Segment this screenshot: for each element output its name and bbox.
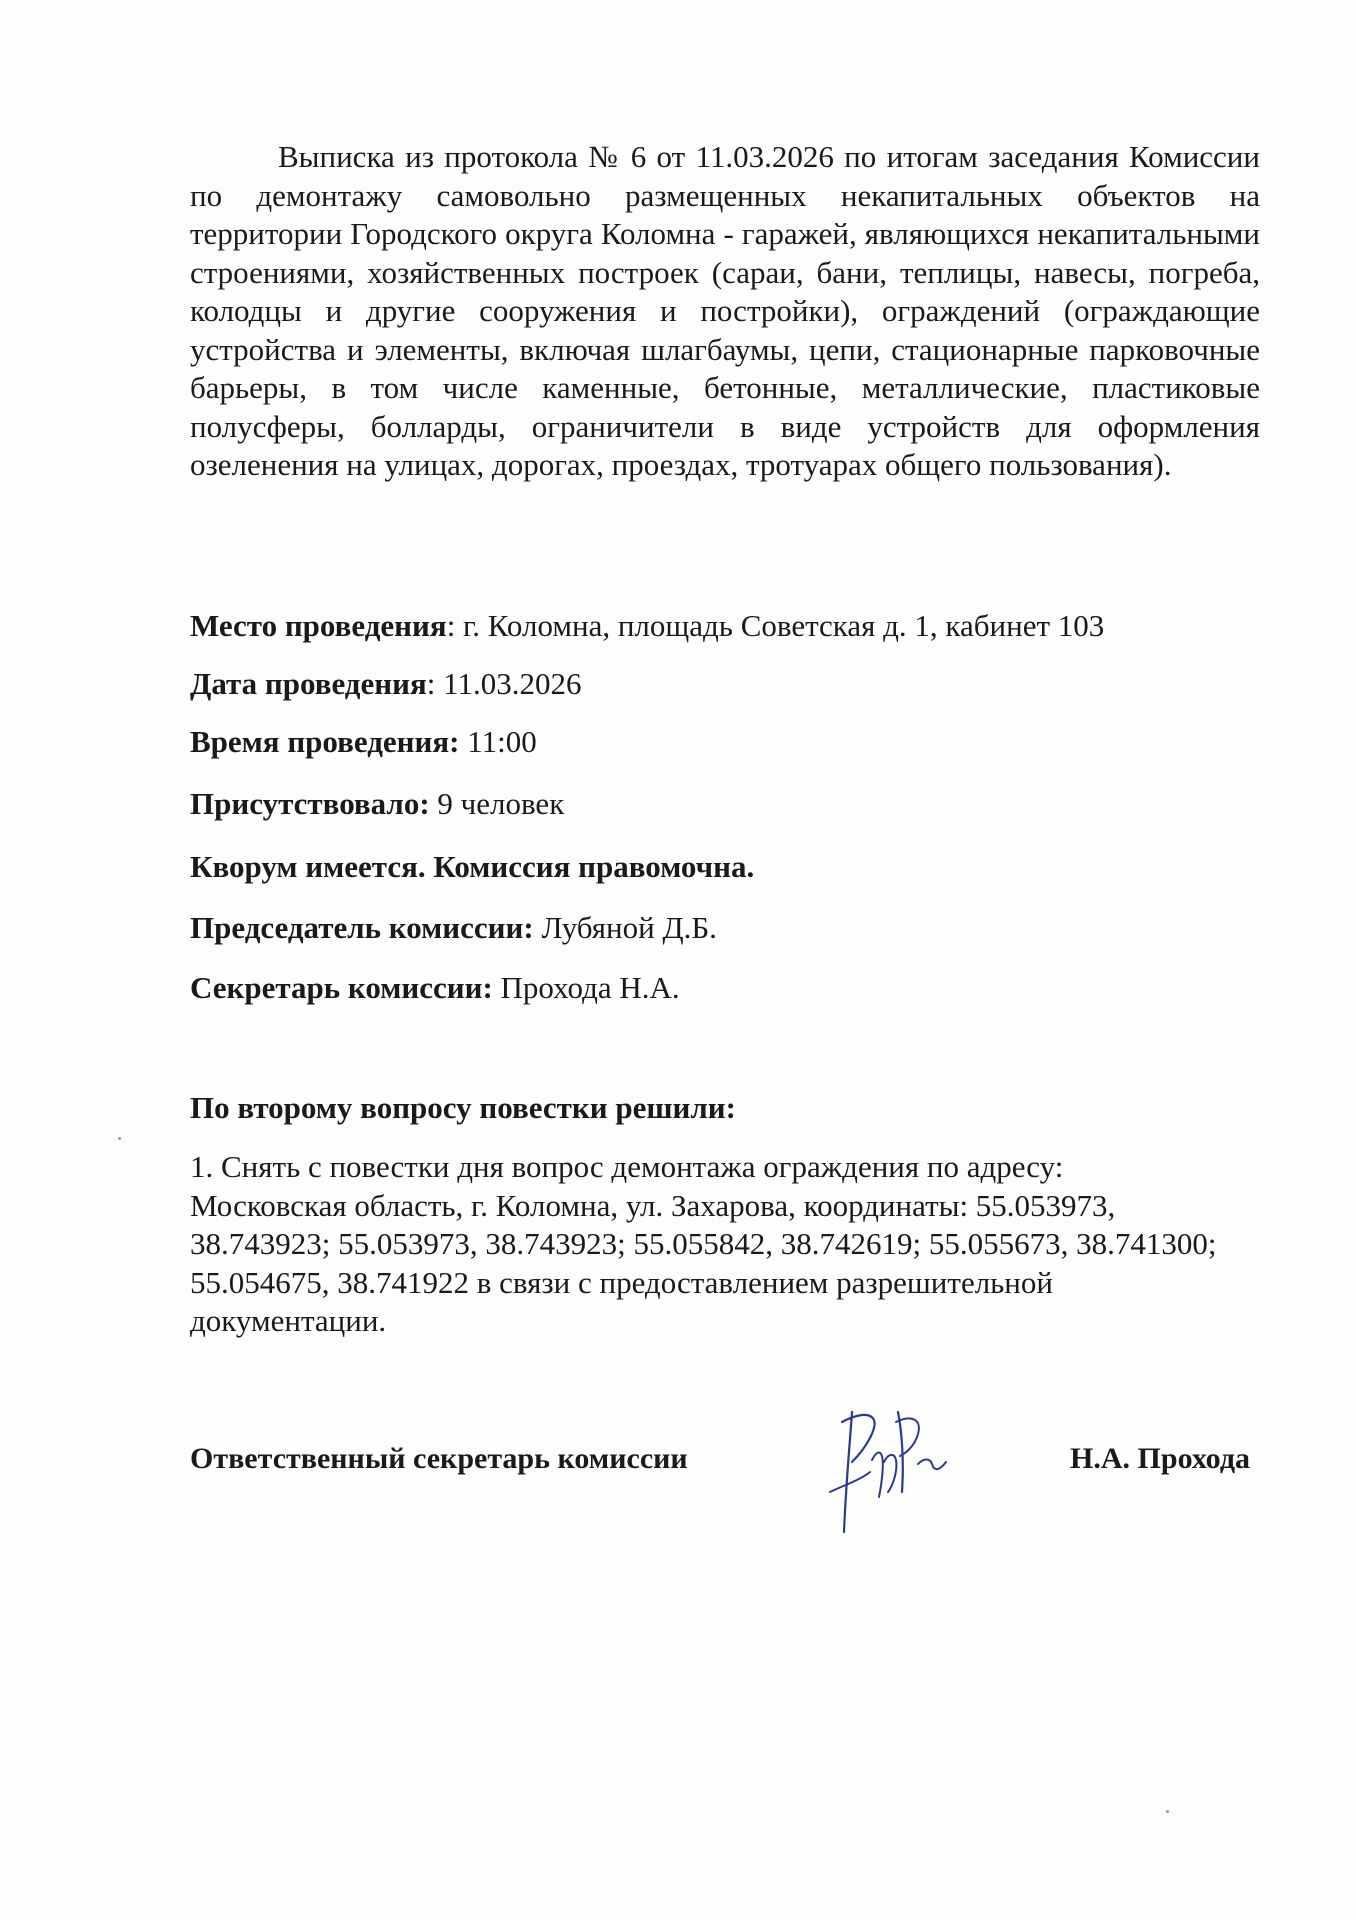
meeting-time-label: Время проведения: [190,724,460,759]
meeting-place [190,607,1104,645]
meeting-date-label: Дата проведения [190,666,427,701]
commission-secretary-value: Прохода Н.А. [492,970,680,1005]
meeting-time [190,723,537,761]
commission-chair-value: Лубяной Д.Б. [533,910,717,945]
meeting-place-value: : г. Коломна, площадь Советская д. 1, кабинет 103 [446,608,1105,643]
meeting-time-value: 11:00 [459,724,537,759]
decision-line-4: 55.054675, 38.741922 в связи с предоставлением разрешительной [190,1264,1053,1300]
meeting-date-value: : 11.03.2026 [426,666,582,701]
attendance [190,785,564,823]
handwritten-signature [822,1392,952,1542]
attendance-label: Присутствовало: [190,786,430,821]
scan-speck [1166,1810,1169,1813]
meeting-date [190,665,581,703]
attendance-value: 9 человек [429,786,565,821]
protocol-extract-intro: Выписка из протокола № 6 от 11.03.2026 по итогам заседания Комиссии по демонтажу самовольно размещенных некапитальных объектов на территории Городского округа Коломна - гаражей, являющихся некапитальными строениями, хозяйственных построек (сараи, бани, теплицы, навесы, погреба, колодцы и другие сооружения и постройки), ограждений (ограждающие устройства и элементы, включая шлагбаумы, цепи, стационарные парковочные барьеры, в том числе каменные, бетонные, металлические, пластиковые полусферы, болларды, ограничители в виде устройств для оформления озеленения на улицах, дорогах, проездах, тротуарах общего пользования). [190,139,1260,482]
decision-line-5: документации. [190,1303,387,1338]
commission-chair-label: Председатель комиссии: [190,910,534,945]
decision-line-2: Московская область, г. Коломна, ул. Захарова, координаты: 55.053973, [190,1187,1116,1223]
decision-text [190,1148,1270,1341]
meeting-place-label: Место проведения [190,608,447,643]
signature-block [190,1442,1250,1522]
scan-speck [118,1137,121,1140]
decision-heading: По второму вопросу повестки решили: [190,1090,736,1125]
decision-line-1: 1. Снять с повестки дня вопрос демонтажа ограждения по адресу: [190,1149,1064,1184]
quorum-statement: Кворум имеется. Комиссия правомочна. [190,849,755,884]
commission-secretary [190,969,680,1007]
decision-line-3: 38.743923; 55.053973, 38.743923; 55.055842, 38.742619; 55.055673, 38.741300; [190,1226,1217,1261]
signatory-role: Ответственный секретарь комиссии [190,1442,688,1475]
commission-secretary-label: Секретарь комиссии: [190,970,493,1005]
commission-chair [190,909,717,947]
signatory-name: Н.А. Прохода [1070,1442,1250,1475]
